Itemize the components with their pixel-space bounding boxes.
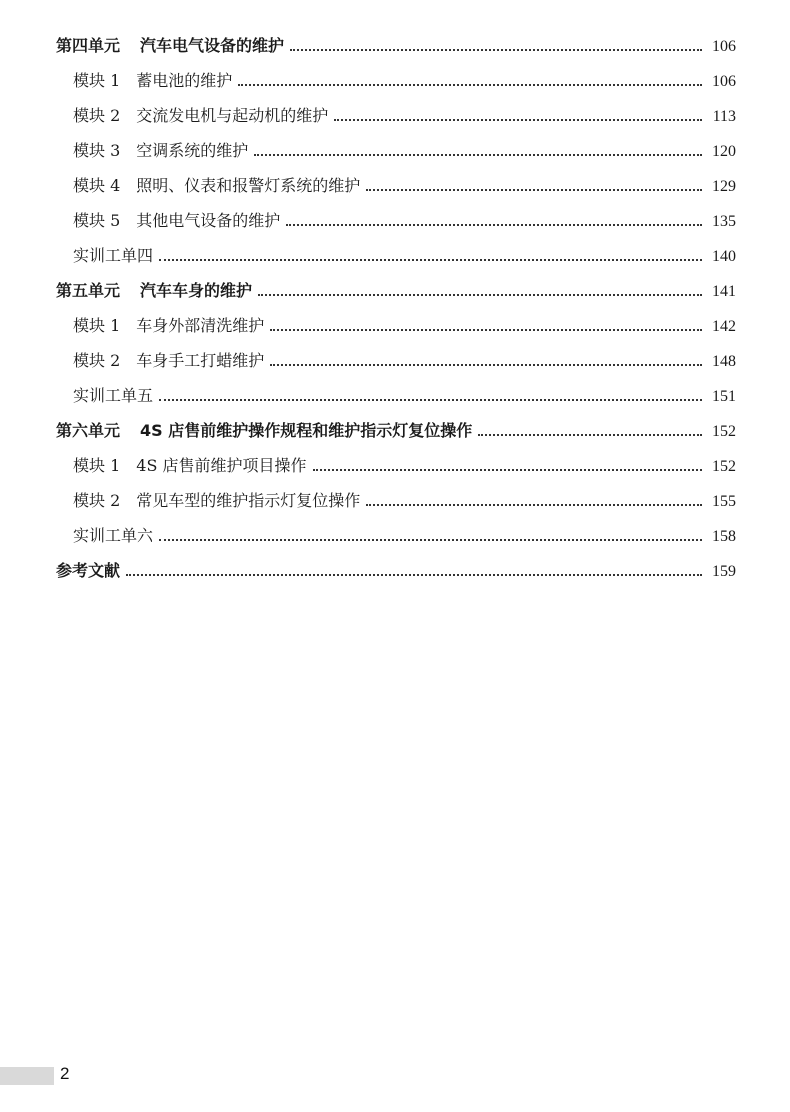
toc-entry-label: 第六单元 bbox=[56, 421, 121, 440]
toc-entry[interactable] bbox=[56, 518, 736, 553]
toc-entry-page: 148 bbox=[712, 353, 736, 370]
toc-entry-page: 113 bbox=[712, 108, 736, 125]
toc-entry-page: 155 bbox=[712, 493, 736, 510]
toc-entry-title: 4S 店售前维护操作规程和维护指示灯复位操作 bbox=[140, 421, 473, 440]
toc-entry-title: 交流发电机与起动机的维护 bbox=[136, 106, 329, 125]
toc-entry-title: 实训工单四 bbox=[73, 246, 154, 265]
toc-entry-title: 参考文献 bbox=[56, 561, 121, 580]
toc-entry-title: 常见车型的维护指示灯复位操作 bbox=[136, 491, 361, 510]
footer-bar bbox=[0, 1067, 54, 1085]
toc-entry-page: 120 bbox=[712, 143, 736, 160]
toc-entry-page: 158 bbox=[712, 528, 736, 545]
toc-entry-page: 135 bbox=[712, 213, 736, 230]
toc-entry-label: 模块 1 bbox=[73, 316, 121, 335]
toc-entry[interactable] bbox=[56, 553, 736, 588]
toc-entry[interactable] bbox=[56, 273, 736, 308]
toc-leader-dots bbox=[159, 399, 702, 401]
toc-leader-dots bbox=[334, 119, 702, 121]
toc-leader-dots bbox=[366, 504, 702, 506]
toc-leader-dots bbox=[238, 84, 702, 86]
toc-entry-page: 106 bbox=[712, 73, 736, 90]
toc-entry[interactable] bbox=[56, 308, 736, 343]
toc-entry-page: 140 bbox=[712, 248, 736, 265]
toc-entry-title: 照明、仪表和报警灯系统的维护 bbox=[136, 176, 361, 195]
toc-entry[interactable] bbox=[56, 483, 736, 518]
toc-entry-page: 159 bbox=[712, 563, 736, 580]
toc-entry-label: 模块 2 bbox=[73, 106, 121, 125]
toc-entry-page: 141 bbox=[712, 283, 736, 300]
toc-entry-page: 152 bbox=[712, 458, 736, 475]
toc-entry-title: 车身手工打蜡维护 bbox=[136, 351, 265, 370]
toc-entry-title: 4S 店售前维护项目操作 bbox=[136, 456, 307, 475]
toc-leader-dots bbox=[313, 469, 702, 471]
page-number: 2 bbox=[60, 1064, 70, 1083]
toc-entry[interactable] bbox=[56, 448, 736, 483]
toc-leader-dots bbox=[286, 224, 702, 226]
toc-entry[interactable] bbox=[56, 203, 736, 238]
toc-entry-title: 空调系统的维护 bbox=[136, 141, 249, 160]
toc-entry[interactable] bbox=[56, 63, 736, 98]
toc-entry-label: 模块 5 bbox=[73, 211, 121, 230]
toc-entry-title: 汽车电气设备的维护 bbox=[140, 36, 285, 55]
toc-entry-page: 151 bbox=[712, 388, 736, 405]
toc-entry[interactable] bbox=[56, 413, 736, 448]
toc-entry-page: 152 bbox=[712, 423, 736, 440]
toc-leader-dots bbox=[270, 364, 702, 366]
toc-entry[interactable] bbox=[56, 238, 736, 273]
toc-leader-dots bbox=[290, 49, 702, 51]
toc-leader-dots bbox=[270, 329, 702, 331]
table-of-contents bbox=[56, 28, 736, 588]
toc-entry-label: 模块 1 bbox=[73, 456, 121, 475]
toc-entry[interactable] bbox=[56, 378, 736, 413]
toc-leader-dots bbox=[258, 294, 702, 296]
toc-entry-title: 车身外部清洗维护 bbox=[136, 316, 265, 335]
toc-entry-page: 129 bbox=[712, 178, 736, 195]
toc-entry-title: 实训工单五 bbox=[73, 386, 154, 405]
toc-leader-dots bbox=[126, 574, 702, 576]
toc-entry-page: 106 bbox=[712, 38, 736, 55]
toc-leader-dots bbox=[478, 434, 702, 436]
toc-entry[interactable] bbox=[56, 168, 736, 203]
toc-entry-label: 第四单元 bbox=[56, 36, 121, 55]
toc-entry-page: 142 bbox=[712, 318, 736, 335]
toc-entry-label: 模块 1 bbox=[73, 71, 121, 90]
toc-entry-title: 蓄电池的维护 bbox=[136, 71, 233, 90]
toc-leader-dots bbox=[254, 154, 702, 156]
toc-entry-title: 汽车车身的维护 bbox=[140, 281, 253, 300]
toc-leader-dots bbox=[159, 259, 702, 261]
toc-entry[interactable] bbox=[56, 98, 736, 133]
toc-entry-title: 实训工单六 bbox=[73, 526, 154, 545]
toc-entry-title: 其他电气设备的维护 bbox=[136, 211, 281, 230]
toc-entry-label: 模块 2 bbox=[73, 351, 121, 370]
toc-entry-label: 模块 2 bbox=[73, 491, 121, 510]
toc-entry[interactable] bbox=[56, 343, 736, 378]
toc-entry[interactable] bbox=[56, 28, 736, 63]
toc-leader-dots bbox=[159, 539, 702, 541]
toc-entry-label: 模块 4 bbox=[73, 176, 121, 195]
toc-entry-label: 模块 3 bbox=[73, 141, 121, 160]
toc-entry[interactable] bbox=[56, 133, 736, 168]
toc-entry-label: 第五单元 bbox=[56, 281, 121, 300]
toc-leader-dots bbox=[366, 189, 702, 191]
